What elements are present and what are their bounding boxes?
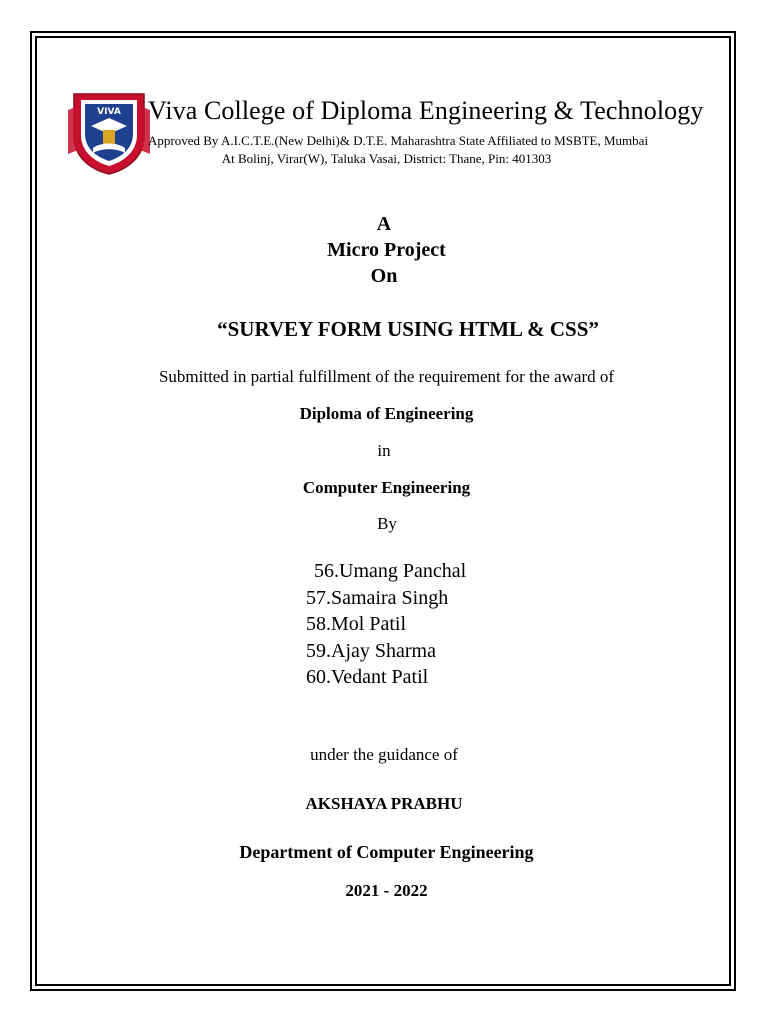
- student-item: 59.Ajay Sharma: [306, 639, 436, 662]
- title-line-on: On: [370, 265, 398, 287]
- by-word: By: [377, 514, 397, 533]
- student-item: 56.Umang Panchal: [314, 560, 467, 582]
- guidance-label: under the guidance of: [310, 745, 458, 764]
- college-approval: Approved By A.I.C.T.E.(New Delhi)& D.T.E. Maharashtra State Affiliated to MSBTE, Mumbai: [148, 133, 649, 148]
- student-item: 58.Mol Patil: [306, 613, 407, 635]
- submission-statement: Submitted in partial fulfillment of the requirement for the award of: [158, 367, 615, 386]
- department-name: Department of Computer Engineering: [239, 842, 534, 862]
- in-word: in: [377, 441, 391, 460]
- academic-year: 2021 - 2022: [345, 881, 428, 900]
- project-title: “SURVEY FORM USING HTML & CSS”: [217, 317, 599, 341]
- college-logo-text: VIVA: [97, 107, 121, 117]
- branch-name: Computer Engineering: [302, 478, 471, 497]
- title-line-a: A: [376, 213, 392, 235]
- degree-name: Diploma of Engineering: [299, 404, 474, 423]
- student-item: 60.Vedant Patil: [306, 666, 429, 688]
- student-item: 57.Samaira Singh: [306, 586, 449, 609]
- guide-name: AKSHAYA PRABHU: [305, 794, 463, 813]
- college-address: At Bolinj, Virar(W), Taluka Vasai, District: Thane, Pin: 401303: [221, 151, 552, 166]
- student-list: [306, 558, 466, 691]
- college-name: Viva College of Diploma Engineering & Technology: [148, 96, 704, 125]
- title-line-micro-project: Micro Project: [327, 239, 446, 261]
